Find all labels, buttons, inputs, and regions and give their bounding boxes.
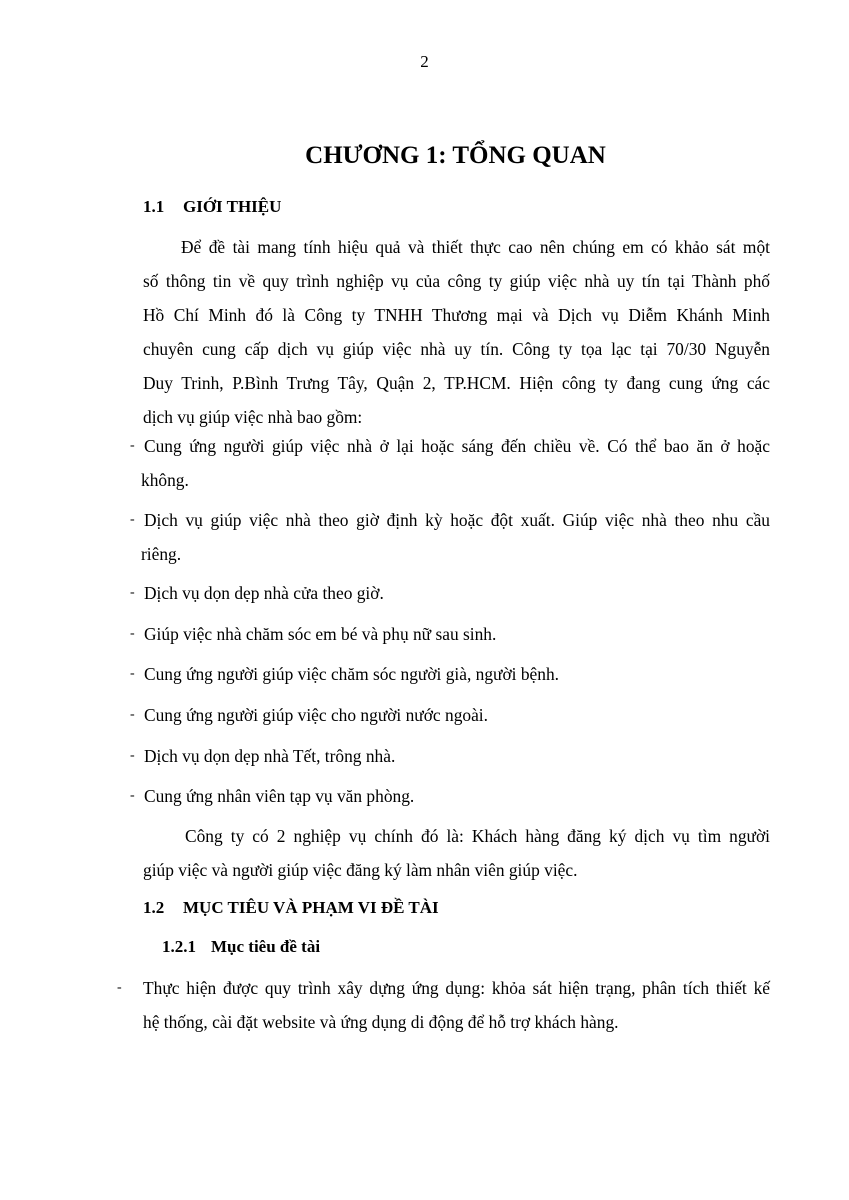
service-text: Dịch vụ giúp việc nhà theo giờ định kỳ hoặc đột xuất. Giúp việc nhà theo nhu cầu <box>144 510 770 530</box>
service-text: không. <box>141 470 189 490</box>
section-title: MỤC TIÊU VÀ PHẠM VI ĐỀ TÀI <box>183 898 439 917</box>
bullet-dash: - <box>130 512 135 527</box>
service-text: Dịch vụ dọn dẹp nhà Tết, trông nhà. <box>144 746 396 766</box>
objective-text: Thực hiện được quy trình xây dựng ứng dụng: khỏa sát hiện trạng, phân tích thiết kế <box>143 978 770 998</box>
service-item <box>130 739 770 773</box>
subsection-number: 1.2.1 <box>162 937 196 956</box>
service-text: Cung ứng người giúp việc cho người nước ngoài. <box>144 705 488 725</box>
page-number: 2 <box>420 52 429 71</box>
bullet-dash: - <box>130 748 135 763</box>
service-item <box>130 698 770 732</box>
subsection-title: Mục tiêu đề tài <box>211 937 321 956</box>
service-text: Cung ứng người giúp việc nhà ở lại hoặc sáng đến chiều về. Có thể bao ăn ở hoặc <box>144 436 770 456</box>
objective-text: hệ thống, cài đặt website và ứng dụng di động để hỗ trợ khách hàng. <box>143 1012 619 1032</box>
paragraph-line: Hồ Chí Minh đó là Công ty TNHH Thương mại và Dịch vụ Diễm Khánh Minh <box>143 305 770 325</box>
paragraph-line: Để đề tài mang tính hiệu quả và thiết thực cao nên chúng em có khảo sát một <box>181 237 770 257</box>
service-item <box>130 576 770 610</box>
paragraph-line: Duy Trinh, P.Bình Trưng Tây, Quận 2, TP.HCM. Hiện công ty đang cung ứng các <box>143 373 770 393</box>
subsection-heading-1-2-1 <box>162 937 320 957</box>
section-number: 1.2 <box>143 898 165 917</box>
bullet-dash: - <box>130 788 135 803</box>
section-heading-1-2 <box>143 898 439 918</box>
bullet-dash: - <box>130 626 135 641</box>
bullet-dash: - <box>130 585 135 600</box>
service-item <box>130 429 770 497</box>
business-paragraph <box>143 819 770 887</box>
bullet-dash: - <box>130 707 135 722</box>
service-text: Giúp việc nhà chăm sóc em bé và phụ nữ sau sinh. <box>144 624 497 644</box>
bullet-dash: - <box>130 438 135 453</box>
section-number: 1.1 <box>143 197 165 216</box>
paragraph-line: Công ty có 2 nghiệp vụ chính đó là: Khách hàng đăng ký dịch vụ tìm người <box>185 826 770 846</box>
paragraph-line: số thông tin về quy trình nghiệp vụ của công ty giúp việc nhà uy tín tại Thành phố <box>143 271 770 291</box>
service-item <box>130 617 770 651</box>
service-item <box>130 503 770 571</box>
paragraph-line: chuyên cung cấp dịch vụ giúp việc nhà uy tín. Công ty tọa lạc tại 70/30 Nguyễn <box>143 339 770 359</box>
service-text: riêng. <box>141 544 182 564</box>
chapter-title: CHƯƠNG 1: TỔNG QUAN <box>305 142 606 169</box>
section-heading-1-1 <box>143 197 281 217</box>
section-title: GIỚI THIỆU <box>183 197 282 216</box>
service-text: Cung ứng người giúp việc chăm sóc người già, người bệnh. <box>144 664 559 684</box>
paragraph-line: giúp việc và người giúp việc đăng ký làm nhân viên giúp việc. <box>143 860 578 880</box>
intro-paragraph <box>143 230 770 434</box>
paragraph-line: dịch vụ giúp việc nhà bao gồm: <box>143 407 363 427</box>
bullet-dash: - <box>117 980 122 995</box>
service-text: Dịch vụ dọn dẹp nhà cửa theo giờ. <box>144 583 384 603</box>
service-text: Cung ứng nhân viên tạp vụ văn phòng. <box>144 786 415 806</box>
service-item <box>130 779 770 813</box>
objective-item <box>117 971 770 1039</box>
bullet-dash: - <box>130 666 135 681</box>
service-item <box>130 657 770 691</box>
